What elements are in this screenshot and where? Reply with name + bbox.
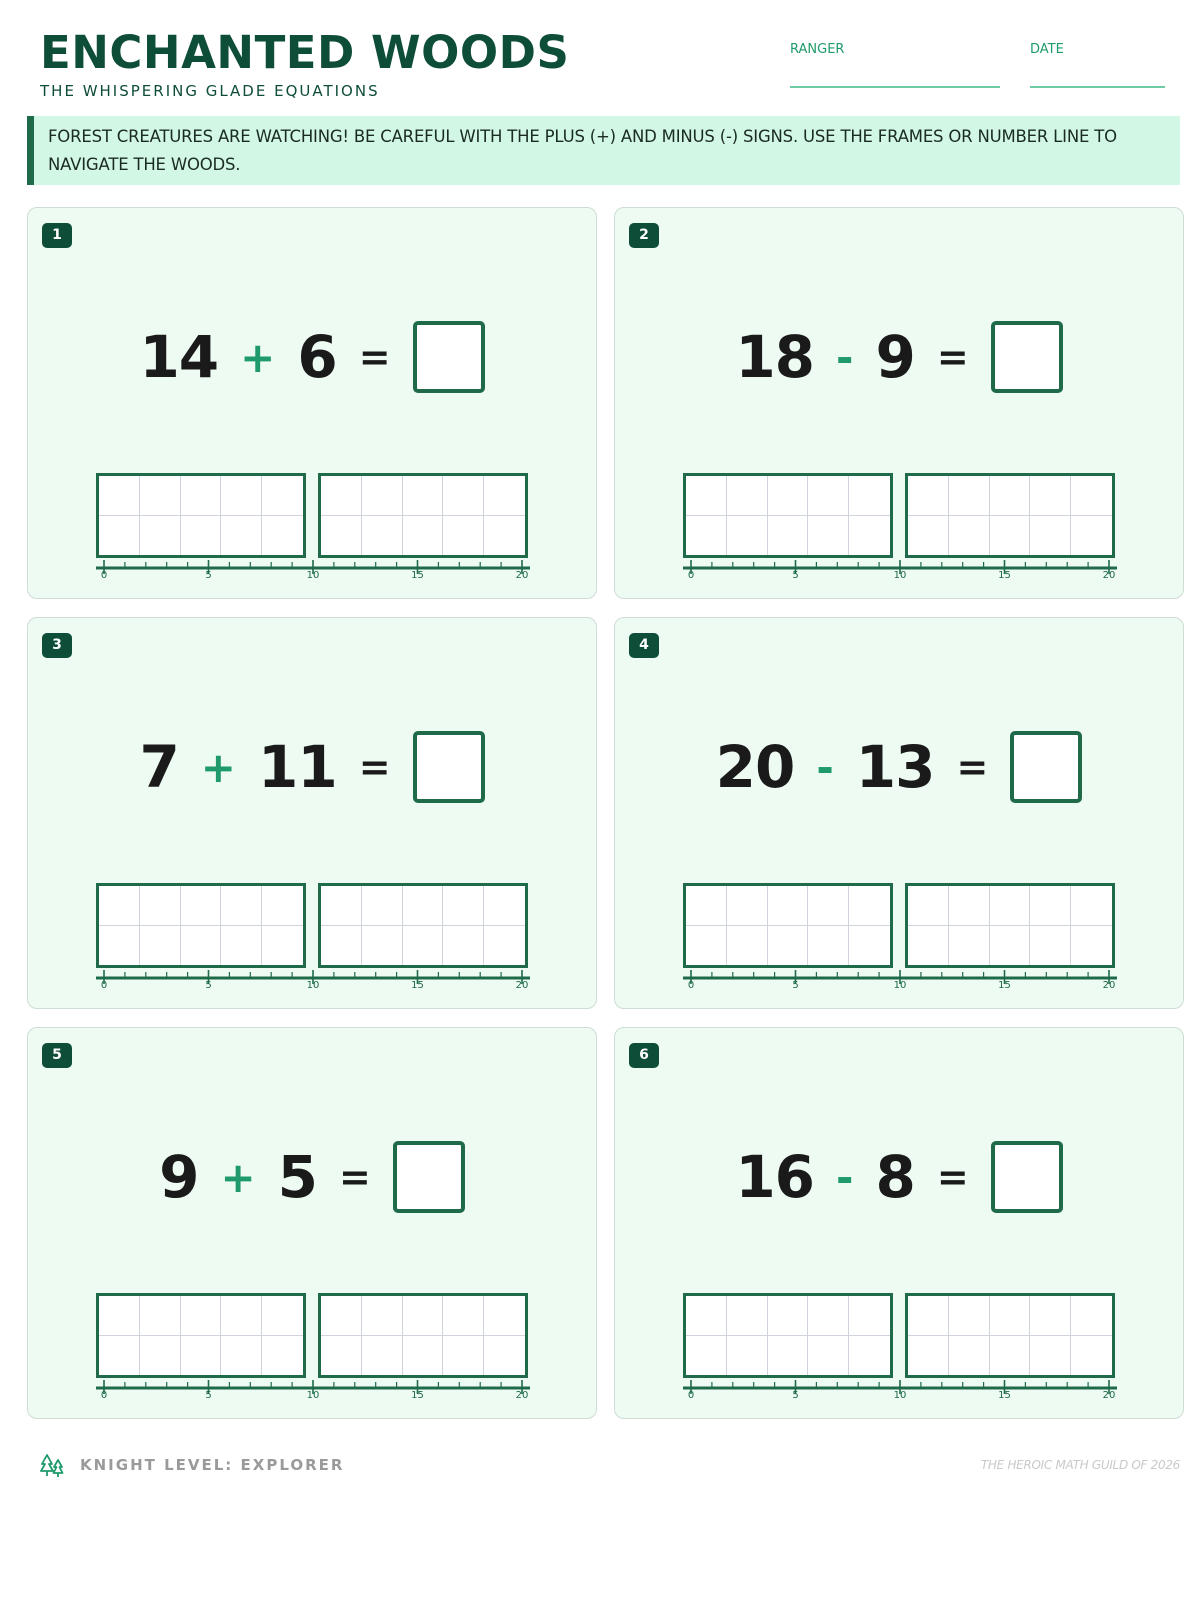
tree-icon (40, 1452, 66, 1478)
ten-frame-cell[interactable] (443, 886, 484, 926)
problem-card (614, 207, 1184, 599)
worksheet-title: ENCHANTED WOODS (40, 26, 570, 79)
first-addend: 9 (159, 1143, 199, 1211)
ten-frame-cell[interactable] (403, 1296, 444, 1336)
problem-card (614, 1027, 1184, 1419)
ten-frame-cell[interactable] (1071, 886, 1112, 926)
ten-frame-cell[interactable] (99, 1296, 140, 1336)
ten-frame-cell[interactable] (484, 516, 525, 556)
number-line (96, 560, 530, 590)
instructions-text: FOREST CREATURES ARE WATCHING! BE CAREFUL WITH THE PLUS (+) AND MINUS (-) SIGNS. USE THE FRAMES OR NUMBER LINE TO NAVIGATE THE WOODS. (48, 127, 1117, 174)
second-addend: 8 (875, 1143, 915, 1211)
ten-frame-cell[interactable] (849, 1296, 890, 1336)
ten-frame-cell[interactable] (99, 926, 140, 966)
number-line-label: 20 (515, 980, 529, 991)
ten-frame-cell[interactable] (727, 1296, 768, 1336)
number-line-label: 5 (205, 980, 212, 991)
ten-frame-cell[interactable] (990, 1336, 1031, 1376)
ten-frame-cell[interactable] (849, 886, 890, 926)
ranger-field[interactable] (790, 42, 1000, 57)
ten-frame-cell[interactable] (181, 516, 222, 556)
operator-sign: - (816, 742, 834, 792)
ten-frame-cell[interactable] (362, 1336, 403, 1376)
number-line-label: 10 (893, 1390, 907, 1401)
date-field[interactable] (1030, 42, 1165, 57)
date-label: DATE (1030, 42, 1064, 57)
ten-frame-cell[interactable] (403, 886, 444, 926)
number-line (96, 970, 530, 1000)
problem-number-badge: 6 (629, 1043, 659, 1068)
answer-box[interactable] (413, 731, 485, 803)
ten-frame-cell[interactable] (1030, 516, 1071, 556)
equals-sign: = (358, 335, 391, 379)
number-line-label: 0 (100, 1390, 108, 1401)
ten-frame-cell[interactable] (403, 516, 444, 556)
number-line-label: 20 (1102, 1390, 1116, 1401)
ten-frame-left (96, 883, 306, 968)
number-line-label: 0 (687, 980, 695, 991)
ten-frame-cell[interactable] (686, 516, 727, 556)
ten-frames (96, 1293, 528, 1378)
ten-frame-cell[interactable] (321, 1336, 362, 1376)
answer-box[interactable] (1010, 731, 1082, 803)
ten-frame-right (318, 1293, 528, 1378)
ten-frame-cell[interactable] (362, 1296, 403, 1336)
ten-frame-cell[interactable] (403, 476, 444, 516)
ten-frame-cell[interactable] (686, 926, 727, 966)
ten-frame-cell[interactable] (686, 1336, 727, 1376)
ten-frame-cell[interactable] (1030, 1336, 1071, 1376)
ten-frame-cell[interactable] (321, 1296, 362, 1336)
operator-sign: - (836, 332, 854, 382)
ten-frame-cell[interactable] (321, 516, 362, 556)
footer (40, 1452, 1180, 1482)
ten-frame-cell[interactable] (990, 516, 1031, 556)
ten-frame-cell[interactable] (949, 886, 990, 926)
equals-sign: = (936, 1155, 969, 1199)
ten-frame-cell[interactable] (949, 926, 990, 966)
ten-frame-cell[interactable] (1030, 476, 1071, 516)
number-line-label: 20 (515, 1390, 529, 1401)
ten-frame-cell[interactable] (686, 886, 727, 926)
ten-frame-cell[interactable] (362, 926, 403, 966)
credit-text: THE HEROIC MATH GUILD OF 2026 (980, 1458, 1180, 1472)
ranger-label: RANGER (790, 42, 845, 57)
number-line (683, 1380, 1117, 1410)
problem-number-badge: 2 (629, 223, 659, 248)
first-addend: 7 (139, 733, 179, 801)
ten-frame-cell[interactable] (727, 516, 768, 556)
level-text: KNIGHT LEVEL: EXPLORER (80, 1456, 345, 1474)
number-line-label: 10 (306, 570, 320, 581)
ten-frame-cell[interactable] (221, 886, 262, 926)
equals-sign: = (936, 335, 969, 379)
ten-frame-cell[interactable] (221, 516, 262, 556)
ten-frames (96, 883, 528, 968)
ten-frame-cell[interactable] (99, 1336, 140, 1376)
second-addend: 13 (855, 733, 935, 801)
ten-frame-cell[interactable] (849, 516, 890, 556)
ten-frames (96, 473, 528, 558)
ten-frame-cell[interactable] (990, 926, 1031, 966)
second-addend: 5 (277, 1143, 318, 1211)
problem-number-badge: 4 (629, 633, 659, 658)
equation (615, 730, 1183, 804)
ten-frame-cell[interactable] (1030, 886, 1071, 926)
number-line-label: 15 (411, 1390, 424, 1401)
ten-frame-cell[interactable] (403, 1336, 444, 1376)
equation (28, 730, 596, 804)
instructions-banner (27, 116, 1180, 185)
ten-frame-cell[interactable] (808, 476, 849, 516)
number-line-label: 5 (792, 980, 799, 991)
ten-frame-cell[interactable] (321, 476, 362, 516)
problem-number-badge: 3 (42, 633, 72, 658)
ten-frame-cell[interactable] (908, 1296, 949, 1336)
first-addend: 20 (715, 733, 795, 801)
ten-frame-cell[interactable] (321, 886, 362, 926)
ten-frame-cell[interactable] (484, 926, 525, 966)
first-addend: 16 (735, 1143, 815, 1211)
ten-frame-cell[interactable] (990, 886, 1031, 926)
number-line-label: 10 (893, 980, 907, 991)
ten-frame-cell[interactable] (140, 1336, 181, 1376)
second-addend: 9 (875, 323, 915, 391)
ten-frame-left (683, 883, 893, 968)
ten-frame-cell[interactable] (1071, 1336, 1112, 1376)
ten-frame-cell[interactable] (181, 886, 222, 926)
ten-frame-cell[interactable] (908, 926, 949, 966)
number-line-label: 0 (100, 980, 108, 991)
ten-frame-cell[interactable] (140, 886, 181, 926)
ten-frames (683, 473, 1115, 558)
problem-card (27, 207, 597, 599)
ten-frame-cell[interactable] (727, 886, 768, 926)
ten-frame-cell[interactable] (727, 926, 768, 966)
ten-frame-cell[interactable] (1071, 476, 1112, 516)
number-line (96, 1380, 530, 1410)
ten-frame-cell[interactable] (484, 1336, 525, 1376)
ten-frame-cell[interactable] (221, 1336, 262, 1376)
ten-frame-cell[interactable] (443, 476, 484, 516)
ten-frame-cell[interactable] (221, 1296, 262, 1336)
ten-frame-left (96, 1293, 306, 1378)
problem-card (27, 617, 597, 1009)
ten-frame-cell[interactable] (949, 516, 990, 556)
ten-frame-cell[interactable] (262, 926, 303, 966)
ten-frame-cell[interactable] (262, 516, 303, 556)
number-line-label: 5 (205, 1390, 212, 1401)
answer-box[interactable] (393, 1141, 465, 1213)
number-line (683, 560, 1117, 590)
ten-frame-cell[interactable] (686, 1296, 727, 1336)
ten-frame-cell[interactable] (768, 476, 809, 516)
number-line-label: 20 (1102, 980, 1116, 991)
ten-frame-right (905, 883, 1115, 968)
ten-frame-cell[interactable] (768, 516, 809, 556)
ten-frame-cell[interactable] (1071, 1296, 1112, 1336)
number-line-label: 10 (893, 570, 907, 581)
ten-frame-cell[interactable] (1030, 926, 1071, 966)
ten-frame-cell[interactable] (140, 926, 181, 966)
second-addend: 6 (297, 323, 337, 391)
operator-sign: + (220, 1152, 256, 1202)
operator-sign: - (836, 1152, 854, 1202)
ten-frame-cell[interactable] (262, 886, 303, 926)
ranger-line (790, 86, 1000, 88)
ten-frame-cell[interactable] (808, 1296, 849, 1336)
ten-frame-cell[interactable] (768, 1296, 809, 1336)
ten-frame-cell[interactable] (99, 476, 140, 516)
number-line-label: 0 (100, 570, 108, 581)
ten-frame-cell[interactable] (443, 1296, 484, 1336)
operator-sign: + (200, 742, 236, 792)
ten-frame-cell[interactable] (262, 476, 303, 516)
ten-frame-cell[interactable] (908, 476, 949, 516)
ten-frame-cell[interactable] (908, 1336, 949, 1376)
ten-frame-cell[interactable] (443, 1336, 484, 1376)
ten-frame-cell[interactable] (768, 886, 809, 926)
ten-frame-cell[interactable] (484, 886, 525, 926)
ten-frame-cell[interactable] (403, 926, 444, 966)
answer-box[interactable] (991, 1141, 1063, 1213)
number-line-label: 15 (998, 570, 1011, 581)
ten-frame-left (96, 473, 306, 558)
ten-frame-right (905, 1293, 1115, 1378)
ten-frame-cell[interactable] (181, 926, 222, 966)
operator-sign: + (240, 332, 276, 382)
ten-frame-right (318, 883, 528, 968)
ten-frame-cell[interactable] (181, 1336, 222, 1376)
ten-frame-cell[interactable] (443, 926, 484, 966)
number-line-label: 5 (792, 570, 799, 581)
ten-frame-cell[interactable] (321, 926, 362, 966)
answer-box[interactable] (413, 321, 485, 393)
problem-card (614, 617, 1184, 1009)
ten-frame-cell[interactable] (221, 926, 262, 966)
ten-frame-cell[interactable] (99, 886, 140, 926)
ten-frame-cell[interactable] (262, 1336, 303, 1376)
ten-frame-cell[interactable] (908, 886, 949, 926)
first-addend: 14 (139, 323, 219, 391)
ten-frames (683, 883, 1115, 968)
number-line-label: 15 (411, 570, 424, 581)
ten-frame-right (318, 473, 528, 558)
number-line-label: 15 (411, 980, 424, 991)
ten-frames (683, 1293, 1115, 1378)
problem-number-badge: 1 (42, 223, 72, 248)
ten-frame-cell[interactable] (849, 476, 890, 516)
ten-frame-left (683, 1293, 893, 1378)
number-line-label: 15 (998, 1390, 1011, 1401)
second-addend: 11 (258, 733, 337, 801)
ten-frame-cell[interactable] (949, 1296, 990, 1336)
ten-frame-left (683, 473, 893, 558)
ten-frame-cell[interactable] (849, 1336, 890, 1376)
ten-frame-cell[interactable] (484, 1296, 525, 1336)
ten-frame-cell[interactable] (140, 516, 181, 556)
ten-frame-cell[interactable] (727, 1336, 768, 1376)
ten-frame-cell[interactable] (727, 476, 768, 516)
number-line-label: 20 (1102, 570, 1116, 581)
ten-frame-cell[interactable] (140, 476, 181, 516)
ten-frame-cell[interactable] (990, 1296, 1031, 1336)
ten-frame-cell[interactable] (949, 476, 990, 516)
number-line-label: 0 (687, 570, 695, 581)
ten-frame-cell[interactable] (768, 1336, 809, 1376)
ten-frame-cell[interactable] (181, 476, 222, 516)
problem-number-badge: 5 (42, 1043, 72, 1068)
equation (615, 1140, 1183, 1214)
answer-box[interactable] (991, 321, 1063, 393)
ten-frame-cell[interactable] (362, 516, 403, 556)
ten-frame-cell[interactable] (990, 476, 1031, 516)
number-line-label: 20 (515, 570, 529, 581)
ten-frame-cell[interactable] (181, 1296, 222, 1336)
equals-sign: = (339, 1155, 371, 1199)
ten-frame-cell[interactable] (686, 476, 727, 516)
equation (28, 1140, 596, 1214)
ten-frame-cell[interactable] (808, 516, 849, 556)
ten-frame-cell[interactable] (362, 886, 403, 926)
ten-frame-cell[interactable] (262, 1296, 303, 1336)
ten-frame-cell[interactable] (362, 476, 403, 516)
ten-frame-cell[interactable] (808, 1336, 849, 1376)
ten-frame-cell[interactable] (808, 886, 849, 926)
ten-frame-cell[interactable] (140, 1296, 181, 1336)
worksheet-subtitle: THE WHISPERING GLADE EQUATIONS (40, 82, 380, 100)
number-line (683, 970, 1117, 1000)
ten-frame-cell[interactable] (1030, 1296, 1071, 1336)
ten-frame-cell[interactable] (849, 926, 890, 966)
ten-frame-cell[interactable] (808, 926, 849, 966)
date-line (1030, 86, 1165, 88)
ten-frame-cell[interactable] (484, 476, 525, 516)
number-line-label: 0 (687, 1390, 695, 1401)
worksheet-header (40, 26, 1170, 106)
equation (615, 320, 1183, 394)
ten-frame-cell[interactable] (1071, 516, 1112, 556)
equation (28, 320, 596, 394)
ten-frame-cell[interactable] (1071, 926, 1112, 966)
ten-frame-cell[interactable] (443, 516, 484, 556)
ten-frame-right (905, 473, 1115, 558)
number-line-label: 10 (306, 1390, 320, 1401)
number-line-label: 5 (205, 570, 212, 581)
ten-frame-cell[interactable] (99, 516, 140, 556)
ten-frame-cell[interactable] (768, 926, 809, 966)
ten-frame-cell[interactable] (949, 1336, 990, 1376)
ten-frame-cell[interactable] (221, 476, 262, 516)
problem-card (27, 1027, 597, 1419)
number-line-label: 10 (306, 980, 320, 991)
equals-sign: = (358, 745, 391, 789)
ten-frame-cell[interactable] (908, 516, 949, 556)
equals-sign: = (956, 745, 989, 789)
number-line-label: 15 (998, 980, 1011, 991)
first-addend: 18 (735, 323, 815, 391)
number-line-label: 5 (792, 1390, 799, 1401)
